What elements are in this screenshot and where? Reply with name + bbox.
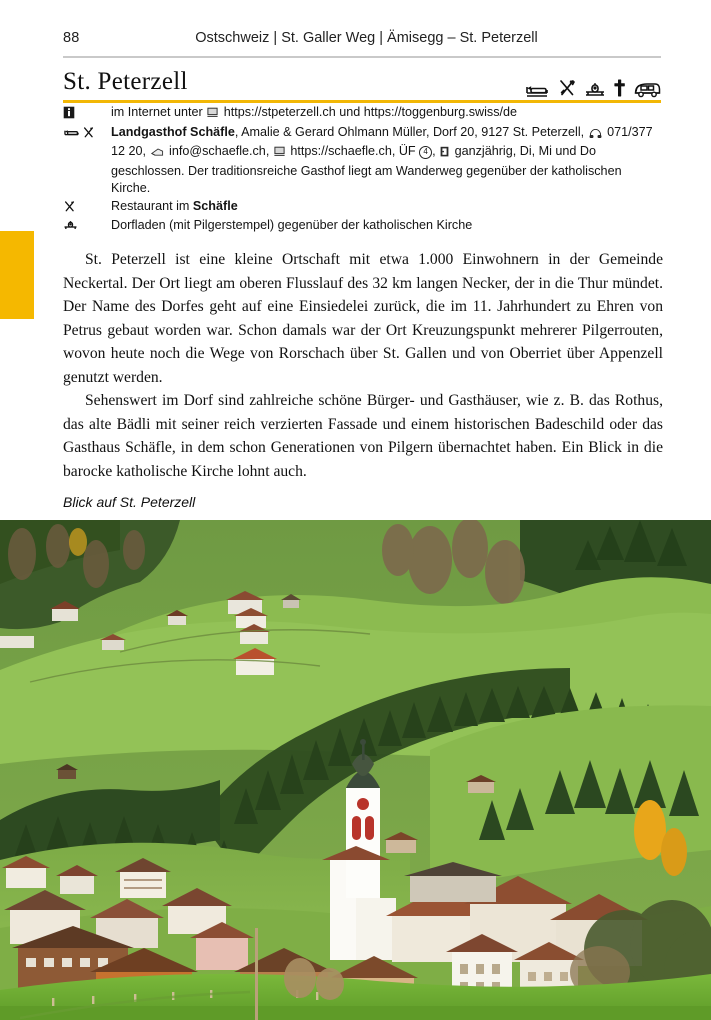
phone-icon bbox=[589, 126, 602, 144]
photo-village-view bbox=[0, 520, 711, 1020]
price-category-badge: 4 bbox=[419, 146, 432, 159]
picnic-fountain-icon bbox=[63, 219, 78, 231]
info-row-gutter bbox=[63, 217, 107, 236]
bed-icon bbox=[524, 80, 550, 98]
title-rule bbox=[63, 100, 661, 103]
phone-number[interactable]: 071/377 12 20 bbox=[111, 124, 653, 159]
info-row-restaurant bbox=[63, 198, 661, 217]
internet-urls[interactable]: https://stpeterzell.ch und https://toggenburg.swiss/de bbox=[223, 105, 518, 119]
info-row-text: Landgasthof Schäfle, Amalie & Gerard Ohlmann Müller, Dorf 20, 9127 St. Peterzell, 071/377 12 20, info@schaefle.ch, https://schaefle.ch, ÜF 4 , ganzjährig, Di, Mi und Do geschlossen. Der traditionsreiche Gasthof liegt am Wanderweg gegenüber der katholischen Kirche. bbox=[111, 124, 653, 196]
title-icon-group bbox=[524, 72, 661, 98]
email-address[interactable]: info@schaefle.ch bbox=[169, 144, 266, 159]
photo-illustration bbox=[0, 520, 711, 1020]
opening-season: ganzjährig, Di, Mi und Do geschlossen. bbox=[111, 144, 597, 178]
info-row-gutter bbox=[63, 124, 107, 143]
accommodation-name: Landgasthof Schäfle bbox=[111, 124, 235, 139]
website-url[interactable]: https://schaefle.ch bbox=[290, 144, 392, 159]
info-block bbox=[63, 104, 661, 236]
monitor-icon bbox=[207, 106, 218, 124]
information-icon bbox=[63, 106, 75, 119]
running-head-title: Ostschweiz | St. Galler Weg | Ämisegg – St. Peterzell bbox=[195, 30, 538, 46]
restaurant-icon bbox=[63, 200, 76, 213]
bus-icon bbox=[633, 80, 661, 98]
photo-caption: Blick auf St. Peterzell bbox=[63, 494, 196, 510]
body-text bbox=[63, 248, 663, 483]
info-row-internet bbox=[63, 104, 661, 124]
chapter-thumb-tab bbox=[0, 231, 34, 319]
calendar-icon bbox=[440, 145, 449, 163]
email-icon bbox=[151, 145, 164, 163]
internet-label: im Internet unter bbox=[111, 105, 203, 119]
restaurant-icon bbox=[557, 78, 577, 98]
restaurant-name: Schäfle bbox=[192, 198, 238, 213]
header-rule bbox=[63, 56, 661, 58]
restaurant-label: Restaurant im bbox=[111, 198, 190, 213]
restaurant-icon bbox=[82, 126, 95, 139]
info-row-shop bbox=[63, 217, 661, 236]
bed-icon bbox=[63, 126, 80, 138]
page-number: 88 bbox=[63, 30, 80, 46]
page-title: St. Peterzell bbox=[63, 68, 188, 95]
info-row-gutter bbox=[63, 104, 107, 123]
accommodation-description: Der traditionsreiche Gasthof liegt am Wanderweg gegenüber der katholischen Kirche. bbox=[111, 163, 622, 196]
utility-pole bbox=[255, 928, 258, 1020]
title-row bbox=[63, 68, 661, 100]
running-head bbox=[0, 30, 711, 52]
info-row-gutter bbox=[63, 198, 107, 217]
paragraph: Sehenswert im Dorf sind zahlreiche schöne Bürger- und Gasthäuser, wie z. B. das Rothus, das alte Bädli mit seiner reich verzierten Fassade und einem historischen Badeschild oder das Gasthaus Schäfle, in dem schon Generationen von Pilgern übernachtet haben. Ein Blick in die barocke katholische Kirche lohnt auch. bbox=[63, 392, 663, 480]
info-row-text bbox=[107, 198, 661, 216]
accommodation-address: , Amalie & Gerard Ohlmann Müller, Dorf 20, 9127 St. Peterzell, bbox=[234, 124, 585, 139]
breakfast-label: ÜF bbox=[398, 144, 416, 159]
info-row-text bbox=[107, 104, 661, 124]
info-row-accommodation bbox=[63, 124, 661, 198]
monitor-icon bbox=[274, 145, 285, 163]
church-cross-icon bbox=[613, 78, 626, 98]
info-row-text: Dorfladen (mit Pilgerstempel) gegenüber der katholischen Kirche bbox=[111, 217, 473, 232]
paragraph: St. Peterzell ist eine kleine Ortschaft mit etwa 1.000 Einwohnern in der Gemeinde Neckertal. Der Ort liegt am oberen Flusslauf des 32 km langen Necker, der in die Thur mündet. Der Name des Dorfes geht auf eine Einsiedelei zurück, die im 11. Jahrhundert zu Ehren von Petrus gebaut worden war. Schon damals war der Ort Kreuzungspunkt mehrerer Pilgerrouten, wovon heute noch die Wege von Rorschach über St. Gallen und von Oberriet über Appenzell genutzt werden. bbox=[63, 251, 663, 386]
picnic-fountain-icon bbox=[584, 80, 606, 98]
